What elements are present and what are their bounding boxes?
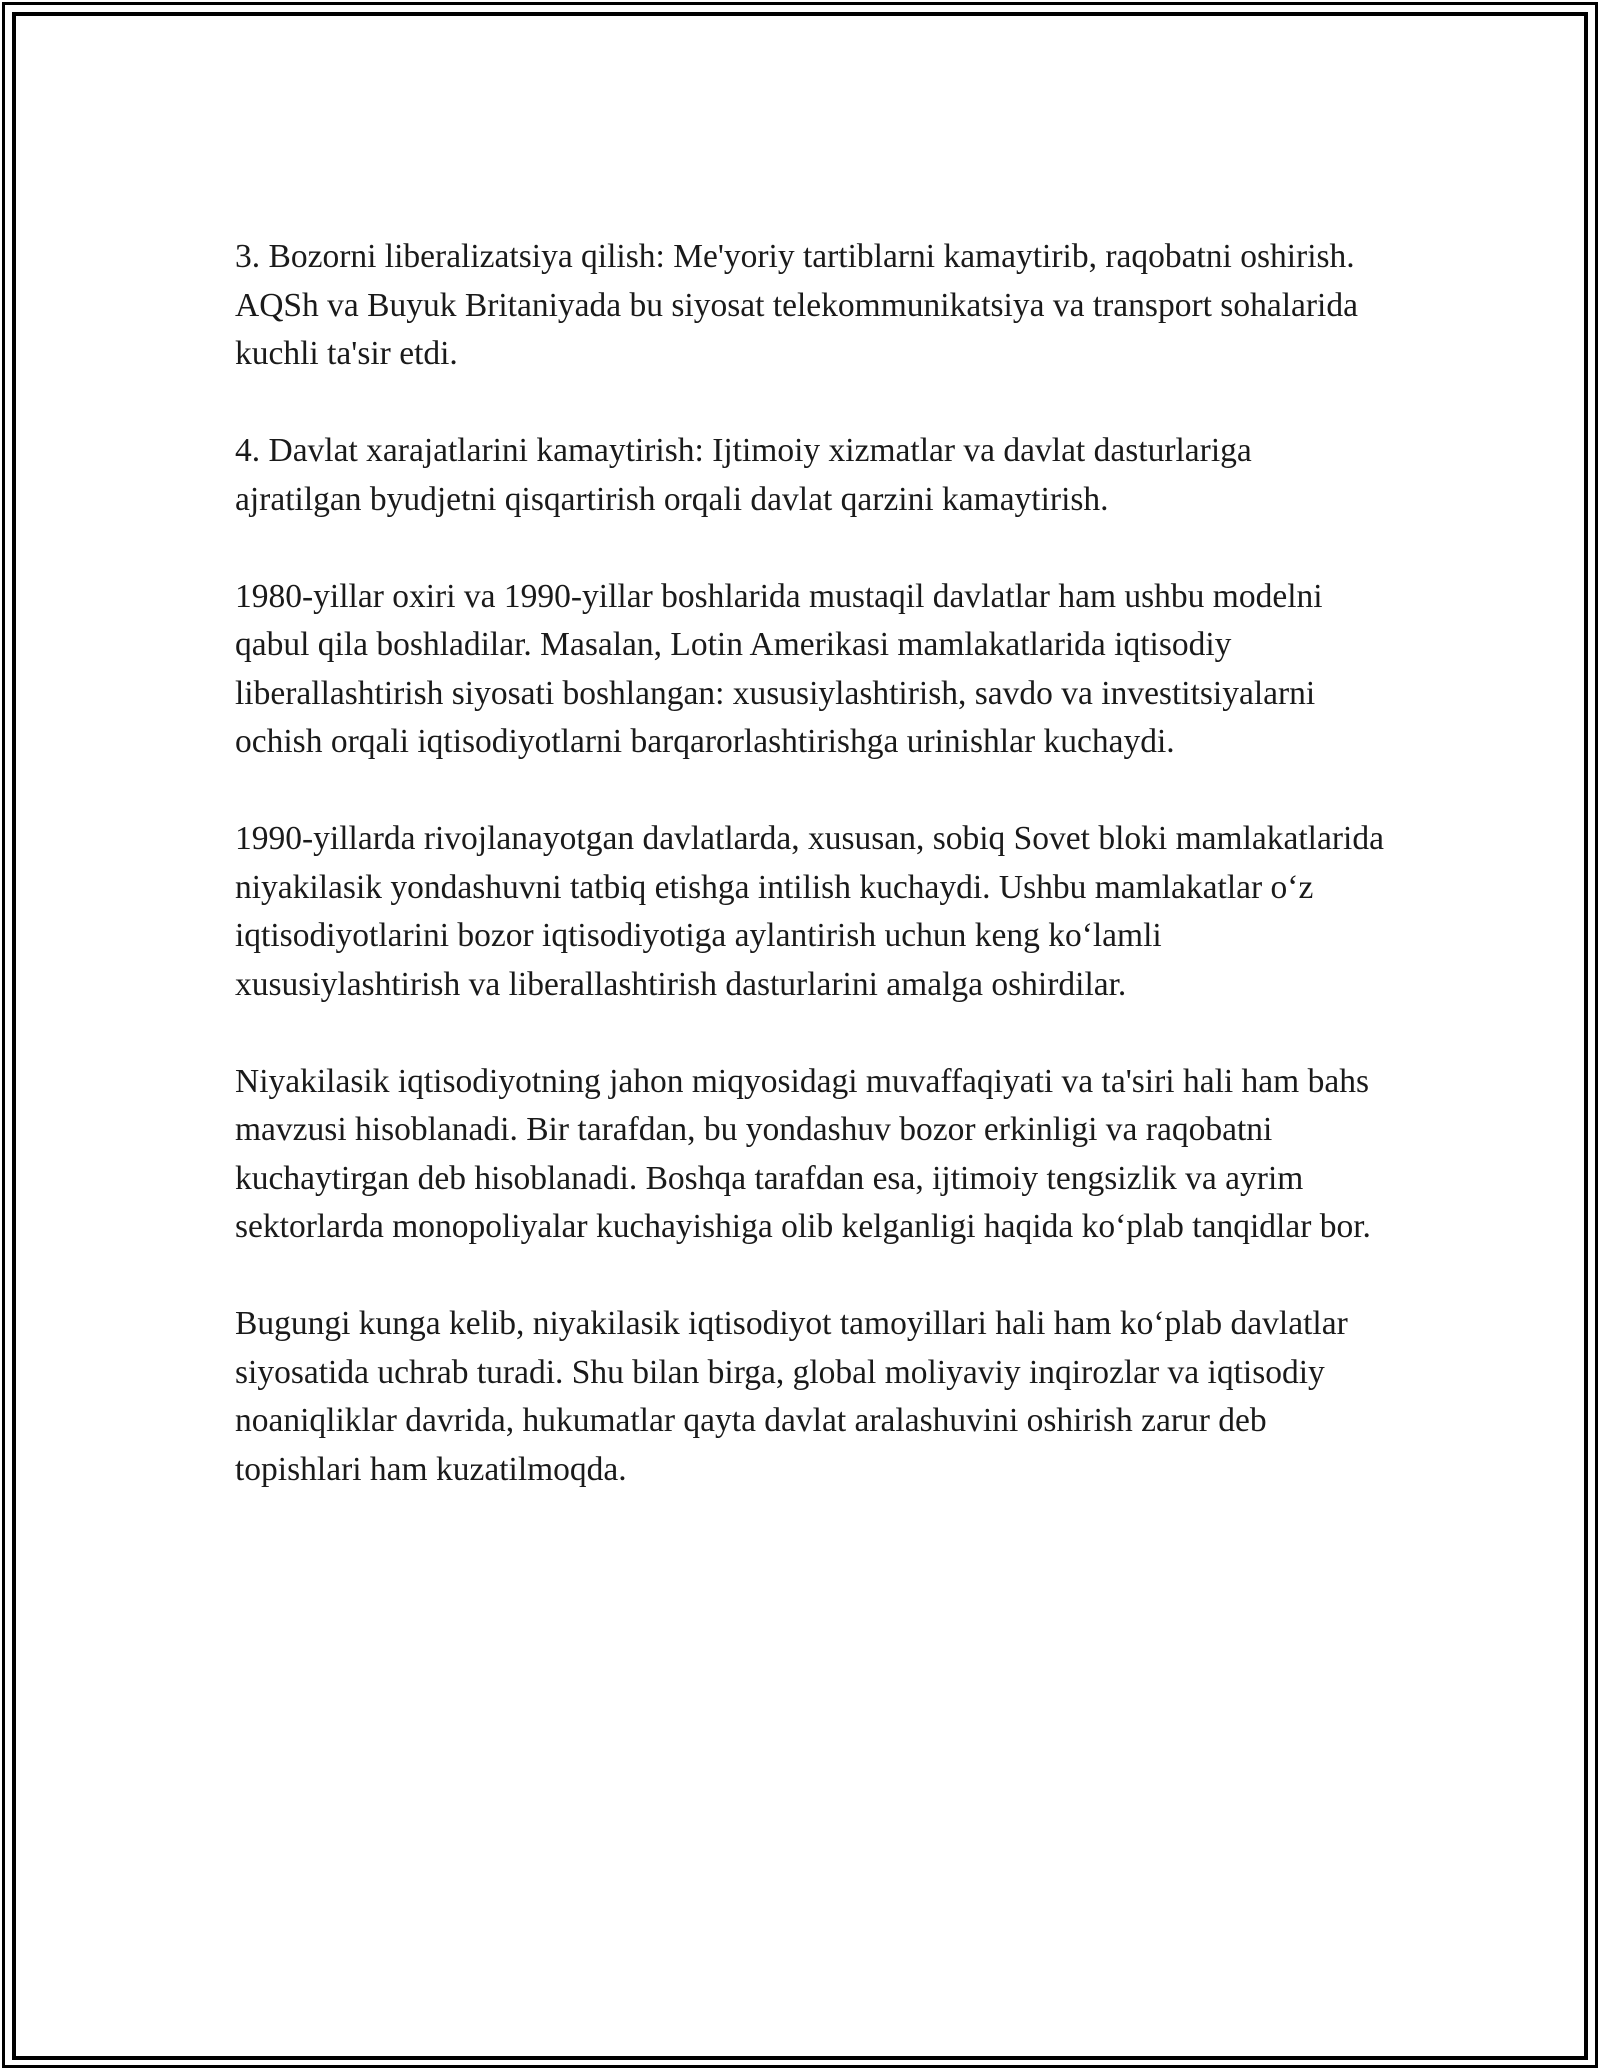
document-body [235, 233, 1385, 1494]
paragraph-latin-america: 1980-yillar oxiri va 1990-yillar boshlarida mustaqil davlatlar ham ushbu modelni qabul qila boshladilar. Masalan, Lotin Amerikasi mamlakatlarida iqtisodiy liberallashtirish siyosati boshlangan: xususiylashtirish, savdo va investitsiyalarni ochish orqali iqtisodiyotlarni barqarorlashtirishga urinishlar kuchaydi. [235, 577, 1323, 760]
paragraph-market-liberalization: 3. Bozorni liberalizatsiya qilish: Me'yoriy tartiblarni kamaytirib, raqobatni oshirish. AQSh va Buyuk Britaniyada bu siyosat telekommunikatsiya va transport sohalarida kuchli ta'sir etdi. [235, 238, 1358, 372]
paragraph-soviet-bloc: 1990-yillarda rivojlanayotgan davlatlarda, xususan, sobiq Sovet bloki mamlakatlarida niyakilasik yondashuvni tatbiq etishga intilish kuchaydi. Ushbu mamlakatlar o‘z iqtisodiyotlarini bozor iqtisodiyotiga aylantirish uchun keng ko‘lamli xususiylashtirish va liberallashtirish dasturlarini amalga oshirdilar. [235, 820, 1384, 1003]
paragraph-debate: Niyakilasik iqtisodiyotning jahon miqyosidagi muvaffaqiyati va ta'siri hali ham bahs mavzusi hisoblanadi. Bir tarafdan, bu yondashuv bozor erkinligi va raqobatni kuchaytirgan deb hisoblanadi. Boshqa tarafdan esa, ijtimoiy tengsizlik va ayrim sektorlarda monopoliyalar kuchayishiga olib kelganligi haqida ko‘plab tanqidlar bor. [235, 1062, 1371, 1245]
paragraph-today: Bugungi kunga kelib, niyakilasik iqtisodiyot tamoyillari hali ham ko‘plab davlatlar siyosatida uchrab turadi. Shu bilan birga, global moliyaviy inqirozlar va iqtisodiy noaniqliklar davrida, hukumatlar qayta davlat aralashuvini oshirish zarur deb topishlari ham kuzatilmoqda. [235, 1305, 1348, 1488]
paragraph-spending-cuts: 4. Davlat xarajatlarini kamaytirish: Ijtimoiy xizmatlar va davlat dasturlariga ajratilgan byudjetni qisqartirish orqali davlat qarzini kamaytirish. [235, 432, 1252, 518]
